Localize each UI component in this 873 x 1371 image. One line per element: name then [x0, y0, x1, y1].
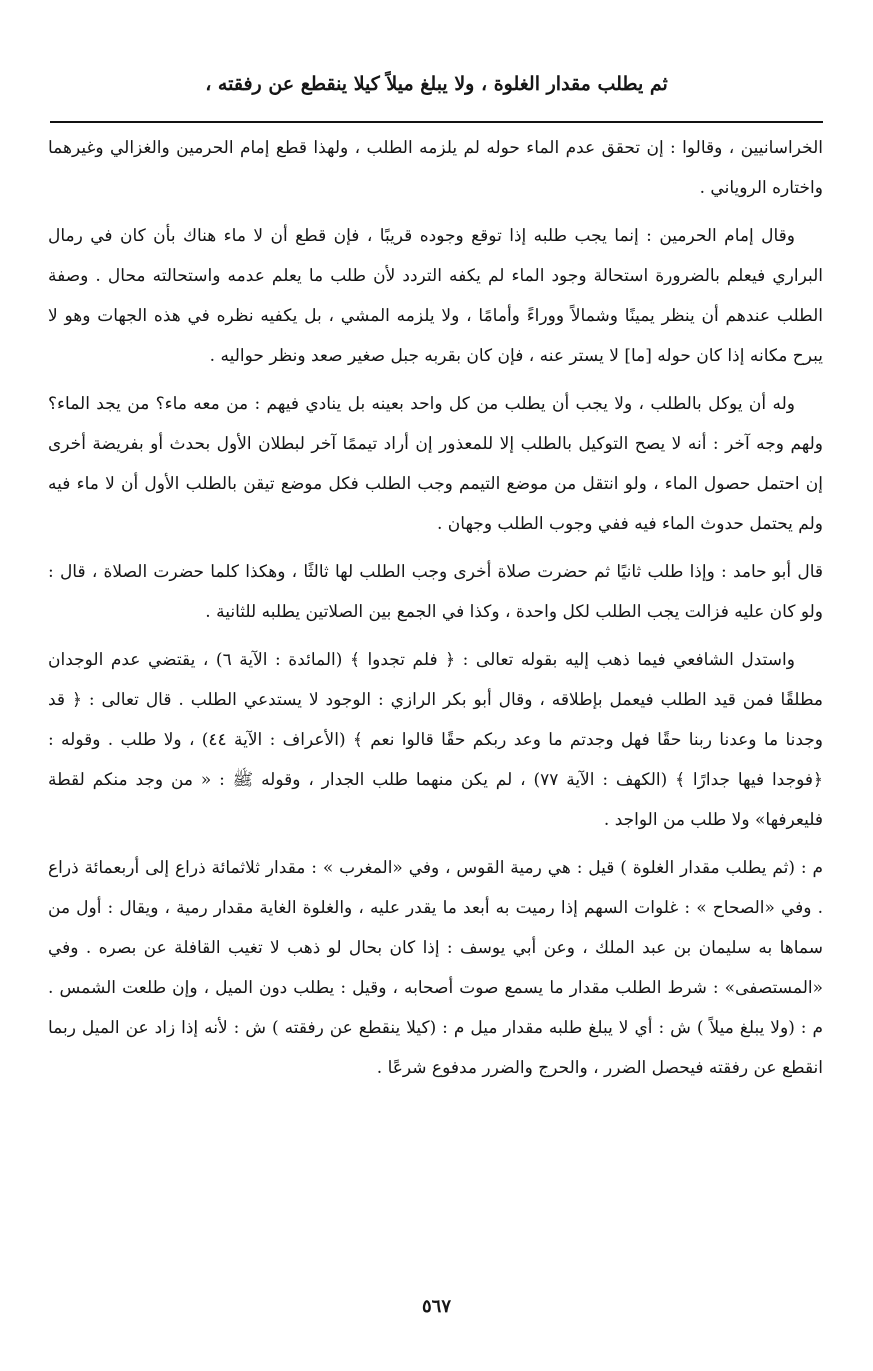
page-body: [48, 128, 823, 1088]
paragraph-4: قال أبو حامد : وإذا طلب ثانيًا ثم حضرت صلاة أخرى وجب الطلب لها ثالثًا ، وهكذا كلما حضرت الصلاة ، قال : ولو كان عليه فزالت يجب الطلب لكل واحدة ، وكذا في الجمع بين الصلاتين يطلبه للثانية .: [48, 562, 823, 622]
paragraph-2: وقال إمام الحرمين : إنما يجب طلبه إذا توقع وجوده قريبًا ، فإن قطع أن لا ماء هناك بأن كان في رمال البراري فيعلم بالضرورة استحالة وجود الماء لم يكفه التردد لأن طلب ما يعلم عدمه واستحالته محال . وصفة الطلب عندهم أن ينظر يمينًا وشمالاً ووراءً وأمامًا ، ولا يلزمه المشي ، بل يكفيه نظره في هذه الجهات وهو لا يبرح مكانه إذا كان حوله [ما] لا يستر عنه ، فإن كان بقربه جبل صغير صعد ونظر حواليه .: [48, 226, 823, 366]
paragraph-3: وله أن يوكل بالطلب ، ولا يجب أن يطلب من كل واحد بعينه بل ينادي فيهم : من معه ماء؟ من يجد الماء؟ ولهم وجه آخر : أنه لا يصح التوكيل بالطلب إلا للمعذور إن أراد تيممًا آخر لبطلان الأول بحدث أو بفريضة أخرى إن احتمل حصول الماء ، ولو انتقل من موضع التيمم وجب الطلب فكل موضع تيقن بالطلب الأول أن لا ماء فيه ولم يحتمل حدوث الماء فيه ففي وجوب الطلب وجهان .: [48, 394, 823, 534]
header-divider: [50, 121, 823, 123]
page-number: ٥٦٧: [421, 1296, 451, 1317]
paragraph-1: الخراسانيين ، وقالوا : إن تحقق عدم الماء حوله لم يلزمه الطلب ، ولهذا قطع إمام الحرمين والغزالي وغيرهما واختاره الروياني .: [48, 138, 823, 198]
running-header: ثم يطلب مقدار الغلوة ، ولا يبلغ ميلاً كيلا ينقطع عن رفقته ،: [205, 73, 668, 95]
paragraph-6: م : (ثم يطلب مقدار الغلوة ) قيل : هي رمية القوس ، وفي «المغرب » : مقدار ثلاثمائة ذراع إلى أربعمائة ذراع . وفي «الصحاح » : غلوات السهم إذا رميت به أبعد ما يقدر عليه ، والغلوة الغاية مقدار رمية ، ويقال : أول من سماها به سليمان بن عبد الملك ، وعن أبي يوسف : إذا كان بحال لو ذهب لا تغيب القافلة عن بصره . وفي «المستصفى» : شرط الطلب مقدار ما يسمع صوت أصحابه ، وقيل : يطلب دون الميل ، وإن طلعت الشمس . م : (ولا يبلغ ميلاً ) ش : أي لا يبلغ طلبه مقدار ميل م : (كيلا ينقطع عن رفقته ) ش : لأنه إذا زاد عن الميل ربما انقطع عن رفقته فيحصل الضرر ، والحرج والضرر مدفوع شرعًا .: [48, 858, 823, 1078]
paragraph-5: واستدل الشافعي فيما ذهب إليه بقوله تعالى : ﴿ فلم تجدوا ﴾ (المائدة : الآية ٦) ، يقتضي عدم الوجدان مطلقًا فمن قيد الطلب فيعمل بإطلاقه ، وقال أبو بكر الرازي : الوجود لا يستدعي الطلب . قال تعالى : ﴿ قد وجدنا ما وعدنا ربنا حقًا فهل وجدتم ما وعد ربكم حقًا قالوا نعم ﴾ (الأعراف : الآية ٤٤) ، ولا طلب . وقوله : ﴿فوجدا فيها جدارًا ﴾ (الكهف : الآية ٧٧) ، لم يكن منهما طلب الجدار ، وقوله ﷺ : « من وجد منكم لقطة فليعرفها» ولا طلب من الواجد .: [48, 650, 823, 830]
